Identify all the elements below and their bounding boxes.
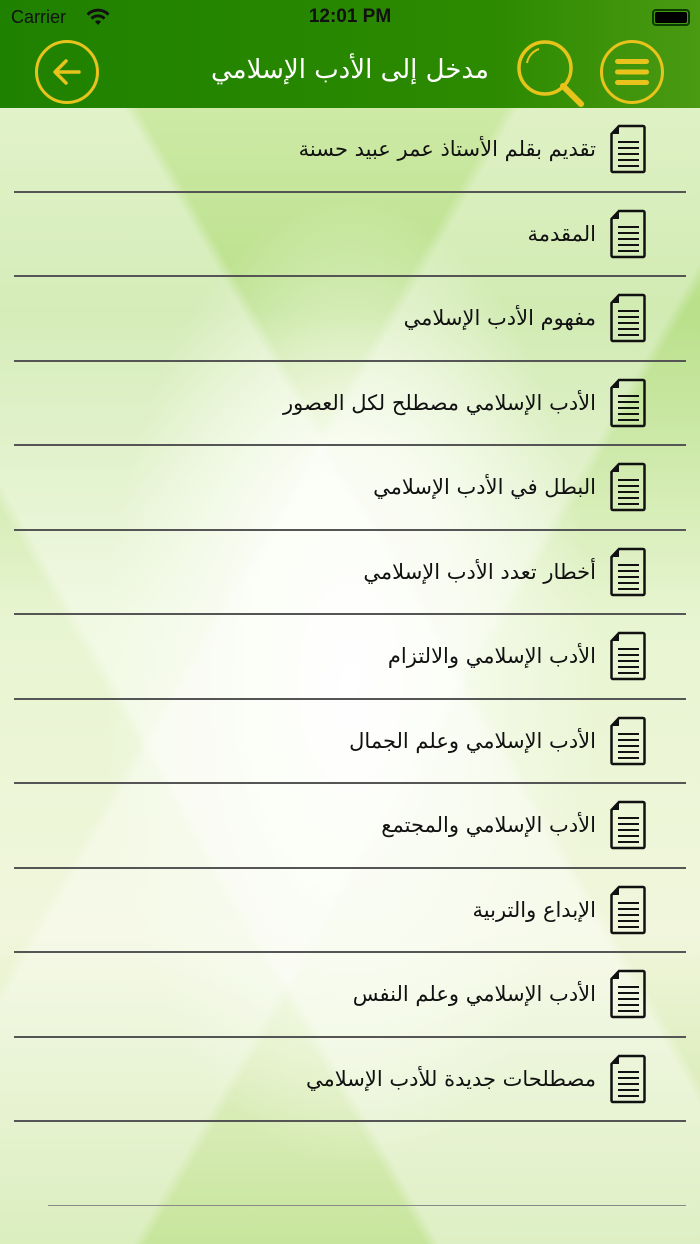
list-item-label: المقدمة bbox=[527, 221, 596, 246]
nav-bar bbox=[0, 0, 700, 108]
list-item[interactable] bbox=[14, 953, 686, 1038]
list-item-label: الأدب الإسلامي وعلم النفس bbox=[352, 982, 596, 1007]
battery-icon bbox=[652, 9, 690, 26]
page-title: مدخل إلى الأدب الإسلامي bbox=[210, 55, 489, 85]
list-item-label: مصطلحات جديدة للأدب الإسلامي bbox=[305, 1066, 596, 1091]
back-button[interactable] bbox=[35, 40, 99, 104]
list-item[interactable] bbox=[14, 531, 686, 616]
list-item[interactable] bbox=[14, 1038, 686, 1123]
document-icon bbox=[610, 293, 646, 343]
list-item-label: الأدب الإسلامي وعلم الجمال bbox=[349, 728, 596, 753]
search-icon[interactable] bbox=[515, 38, 587, 108]
list-item-label: الأدب الإسلامي والالتزام bbox=[387, 644, 596, 669]
list-item[interactable] bbox=[14, 362, 686, 447]
document-icon bbox=[610, 716, 646, 766]
document-icon bbox=[610, 969, 646, 1019]
document-icon bbox=[610, 800, 646, 850]
document-icon bbox=[610, 547, 646, 597]
list-item[interactable] bbox=[14, 784, 686, 869]
list-item-label: الأدب الإسلامي والمجتمع bbox=[381, 813, 596, 838]
list-item[interactable] bbox=[14, 446, 686, 531]
list-item[interactable] bbox=[14, 869, 686, 954]
document-icon bbox=[610, 1054, 646, 1104]
clock: 12:01 PM bbox=[308, 6, 392, 27]
list-item[interactable] bbox=[14, 700, 686, 785]
back-arrow-icon bbox=[47, 52, 87, 92]
list-item-label: أخطار تعدد الأدب الإسلامي bbox=[363, 559, 596, 584]
document-icon bbox=[610, 631, 646, 681]
list-item[interactable] bbox=[14, 277, 686, 362]
list-item-label: تقديم بقلم الأستاذ عمر عبيد حسنة bbox=[298, 137, 596, 162]
document-icon bbox=[610, 378, 646, 428]
list-item[interactable] bbox=[14, 193, 686, 278]
menu-icon bbox=[615, 57, 649, 87]
list-item-label: الإبداع والتربية bbox=[472, 897, 596, 922]
list-item[interactable] bbox=[14, 615, 686, 700]
list-item-label: مفهوم الأدب الإسلامي bbox=[403, 306, 596, 331]
status-bar bbox=[0, 0, 700, 36]
list-item-label: البطل في الأدب الإسلامي bbox=[373, 475, 596, 500]
document-icon bbox=[610, 462, 646, 512]
carrier-label: Carrier bbox=[11, 7, 67, 27]
chapter-list bbox=[0, 108, 700, 1122]
document-icon bbox=[610, 124, 646, 174]
document-icon bbox=[610, 885, 646, 935]
menu-button[interactable] bbox=[600, 40, 664, 104]
document-icon bbox=[610, 209, 646, 259]
divider bbox=[48, 1205, 686, 1206]
list-item-label: الأدب الإسلامي مصطلح لكل العصور bbox=[283, 390, 596, 415]
list-item[interactable] bbox=[14, 108, 686, 193]
